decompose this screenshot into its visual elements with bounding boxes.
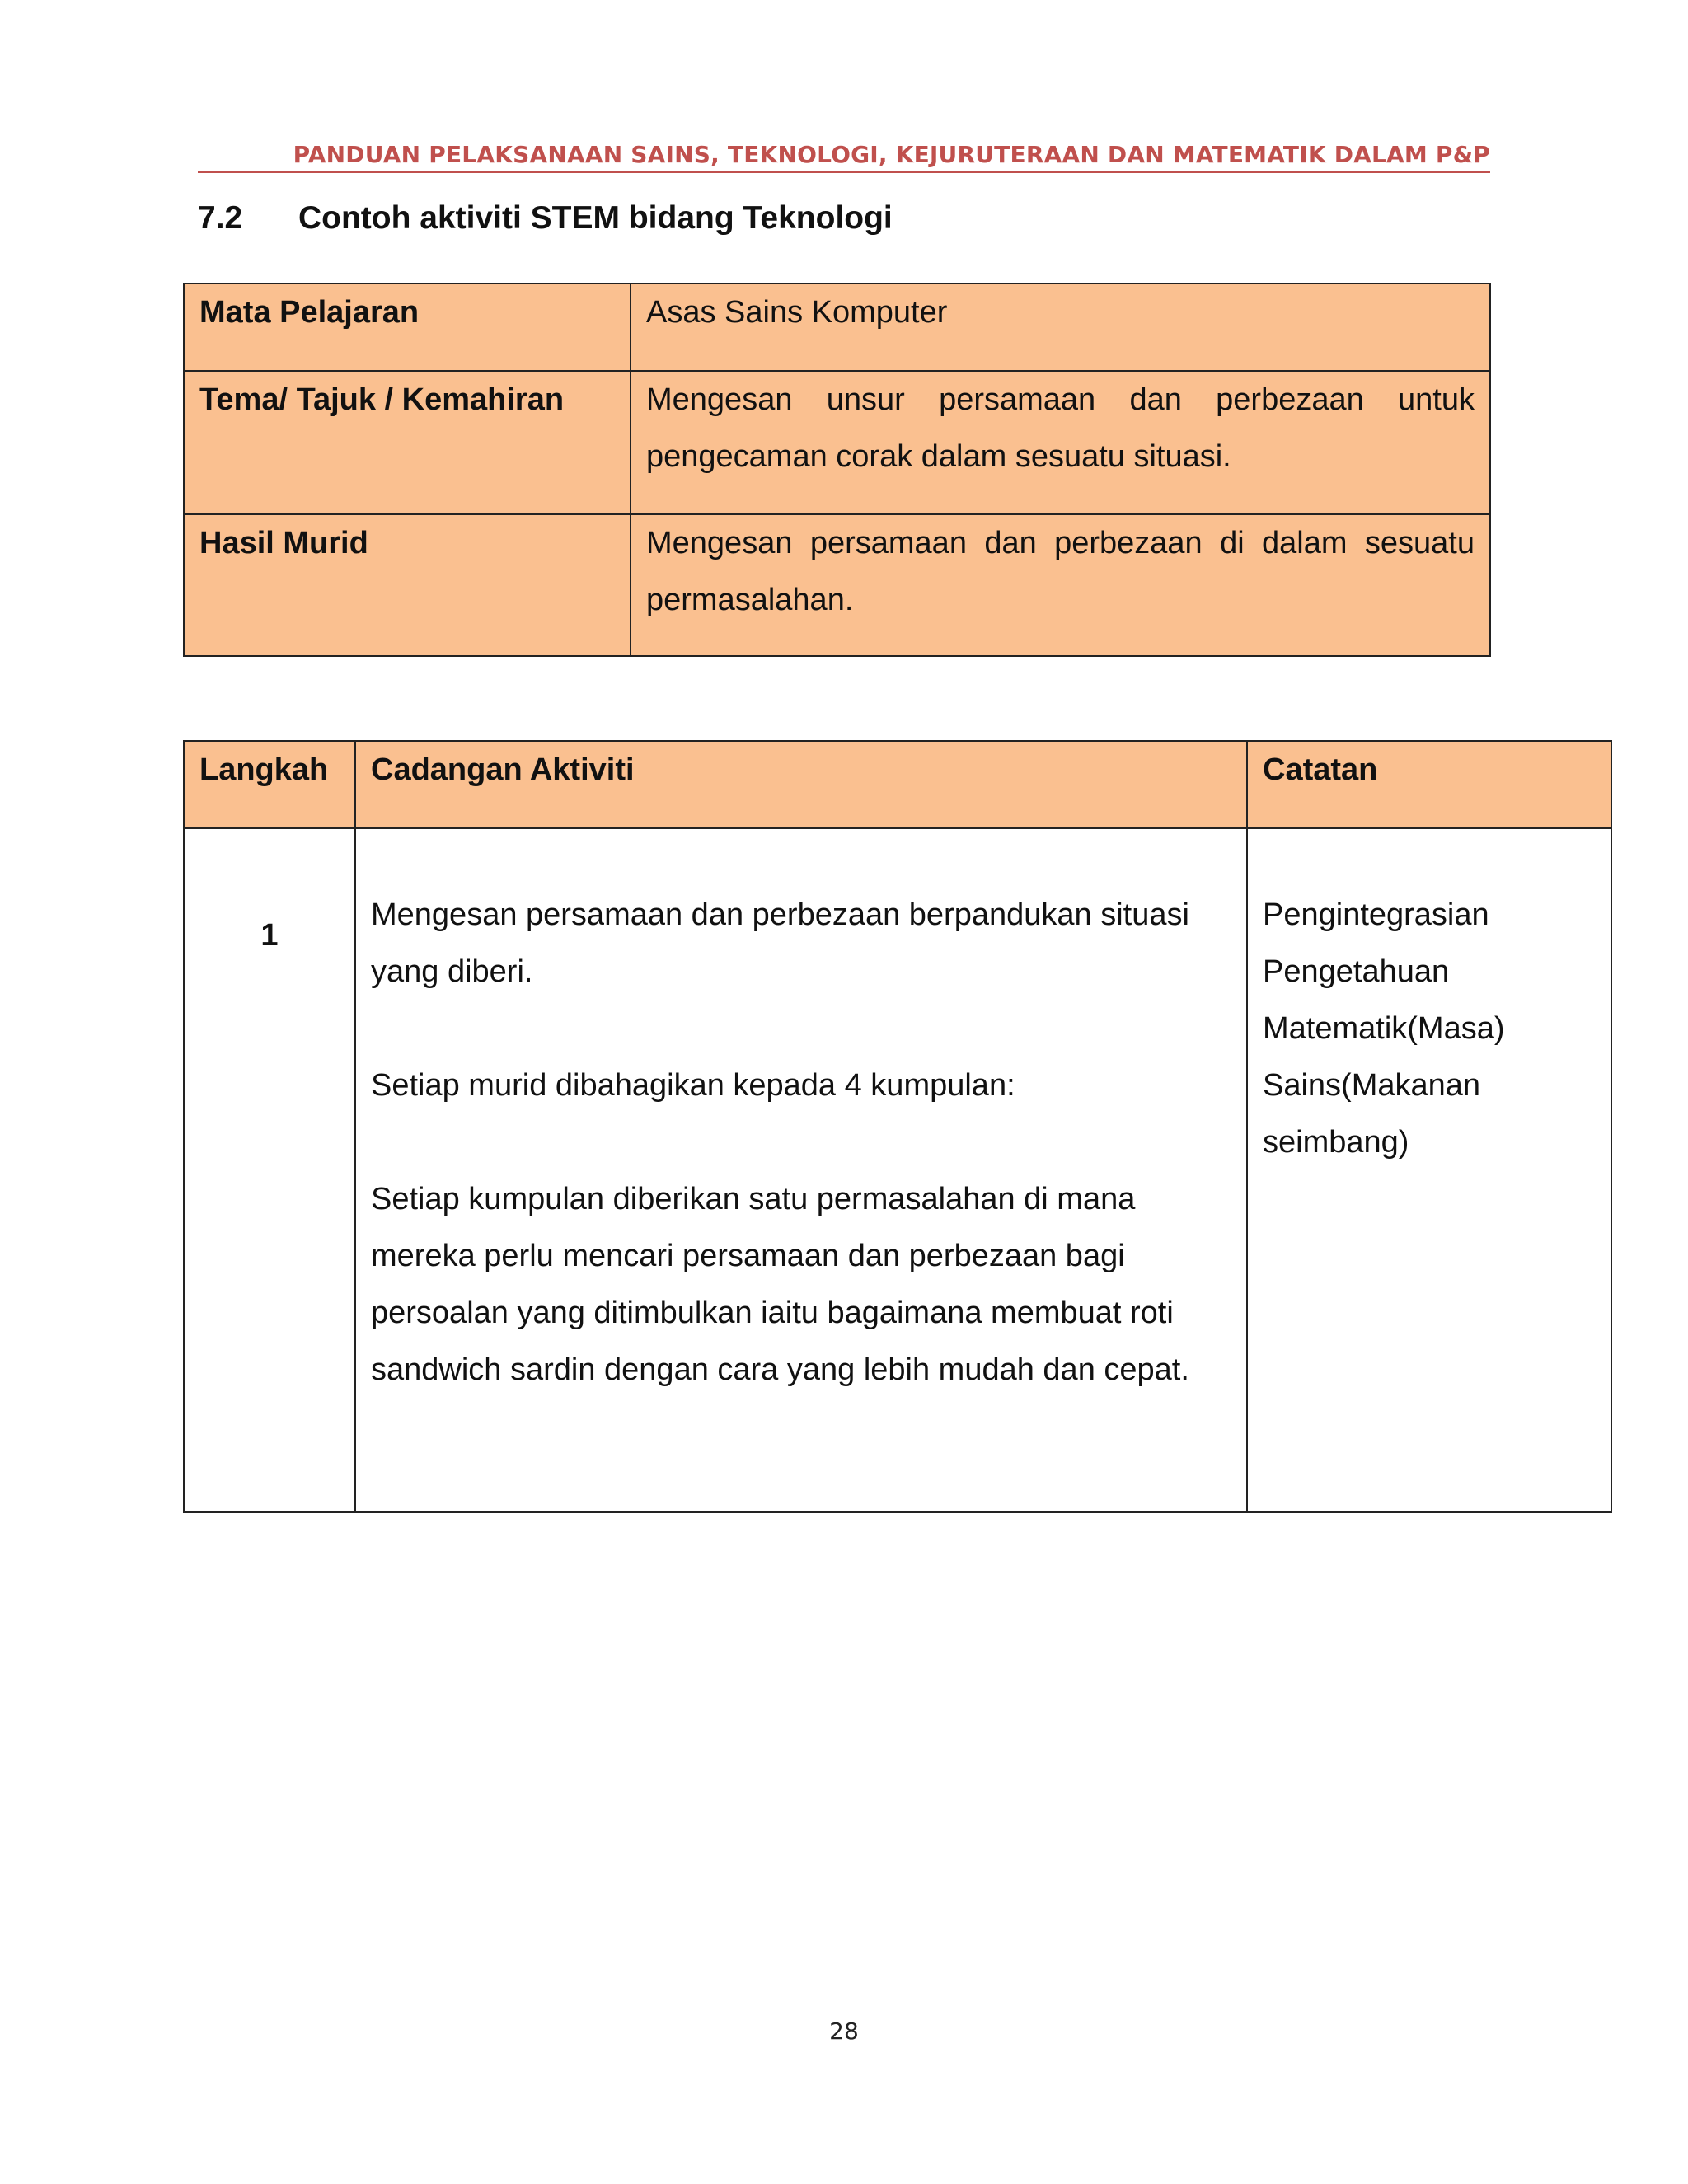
- section-number: 7.2: [198, 200, 243, 236]
- info-table: [183, 283, 1491, 657]
- header-step: Langkah: [184, 741, 355, 828]
- activity-paragraph: Setiap murid dibahagikan kepada 4 kumpulan:: [371, 1068, 1015, 1103]
- section-heading: [198, 198, 893, 239]
- header-activity: Cadangan Aktiviti: [355, 741, 1247, 828]
- section-title: Contoh aktiviti STEM bidang Teknologi: [298, 200, 893, 236]
- header-notes: Catatan: [1247, 741, 1611, 828]
- step-number: 1: [184, 828, 355, 1512]
- info-label-theme: Tema/ Tajuk / Kemahiran: [184, 371, 631, 514]
- table-row: [184, 828, 1611, 1512]
- notes-line: Matematik(Masa): [1263, 1011, 1505, 1046]
- notes-line: Sains(Makanan seimbang): [1263, 1068, 1481, 1160]
- activity-notes: [1247, 828, 1611, 1512]
- info-row-outcome: [184, 514, 1490, 656]
- page-number: 28: [829, 2018, 859, 2045]
- info-row-subject: [184, 284, 1490, 371]
- activity-description: [355, 828, 1247, 1512]
- info-row-theme: [184, 371, 1490, 514]
- activity-paragraph: Setiap kumpulan diberikan satu permasalahan di mana mereka perlu mencari persamaan dan perbezaan bagi persoalan yang ditimbulkan iaitu bagaimana membuat roti sandwich sardin dengan cara yang lebih mudah dan cepat.: [371, 1182, 1189, 1387]
- notes-line: Pengetahuan: [1263, 954, 1450, 989]
- info-label-outcome: Hasil Murid: [184, 514, 631, 656]
- running-header-title: PANDUAN PELAKSANAAN SAINS, TEKNOLOGI, KEJURUTERAAN DAN MATEMATIK DALAM P&P: [293, 141, 1490, 168]
- info-label-subject: Mata Pelajaran: [184, 284, 631, 371]
- activity-header-row: [184, 741, 1611, 828]
- running-header: [198, 138, 1490, 173]
- activity-table: [183, 740, 1612, 1513]
- notes-line: Pengintegrasian: [1263, 898, 1489, 932]
- activity-paragraph: Mengesan persamaan dan perbezaan berpandukan situasi yang diberi.: [371, 898, 1189, 989]
- info-value-theme: Mengesan unsur persamaan dan perbezaan untuk pengecaman corak dalam sesuatu situasi.: [631, 371, 1490, 514]
- info-value-outcome: Mengesan persamaan dan perbezaan di dalam sesuatu permasalahan.: [631, 514, 1490, 656]
- info-value-subject: Asas Sains Komputer: [631, 284, 1490, 371]
